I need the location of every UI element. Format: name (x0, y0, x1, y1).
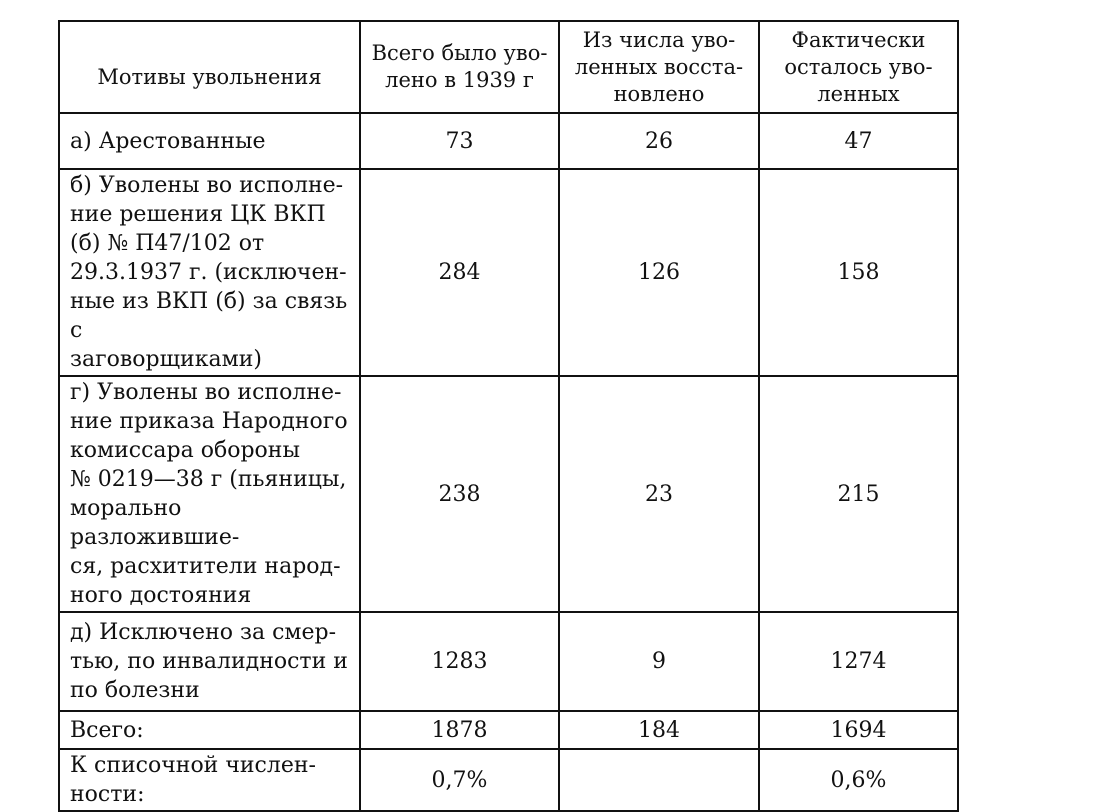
table-row-ratio (59, 749, 958, 811)
table-row (59, 113, 958, 169)
header-remaining: Фактически осталось уво- ленных (759, 21, 958, 113)
total-cell: 1878 (360, 711, 559, 749)
row-label-cell: Всего: (59, 711, 360, 749)
restored-cell: 9 (559, 612, 759, 711)
header-restored: Из числа уво- ленных восста- новлено (559, 21, 759, 113)
row-label-cell: д) Исключено за смер- тью, по инвалидности и по болезни (59, 612, 360, 711)
restored-cell: 26 (559, 113, 759, 169)
table-row-total (59, 711, 958, 749)
total-cell: 1283 (360, 612, 559, 711)
restored-cell: 23 (559, 376, 759, 612)
table-row (59, 376, 958, 612)
total-cell: 238 (360, 376, 559, 612)
remaining-cell: 215 (759, 376, 958, 612)
header-total-dismissed: Всего было уво- лено в 1939 г (360, 21, 559, 113)
remaining-cell: 47 (759, 113, 958, 169)
header-motives: Мотивы увольнения (59, 21, 360, 113)
restored-cell: 126 (559, 169, 759, 376)
row-label-cell: К списочной числен- ности: (59, 749, 360, 811)
table-header-row (59, 21, 958, 113)
row-label-cell: г) Уволены во исполне- ние приказа Народного комиссара обороны № 0219—38 г (пьяницы, морально разложившие- ся, расхитители народ- ного достояния (59, 376, 360, 612)
table-row (59, 612, 958, 711)
dismissal-statistics-table (58, 20, 959, 812)
table-row (59, 169, 958, 376)
total-cell: 0,7% (360, 749, 559, 811)
total-cell: 73 (360, 113, 559, 169)
restored-cell: 184 (559, 711, 759, 749)
restored-cell (559, 749, 759, 811)
remaining-cell: 1274 (759, 612, 958, 711)
row-label-cell: б) Уволены во исполне- ние решения ЦК ВКП (б) № П47/102 от 29.3.1937 г. (исключен- ные из ВКП (б) за связь с заговорщиками) (59, 169, 360, 376)
row-label-cell: а) Арестованные (59, 113, 360, 169)
remaining-cell: 0,6% (759, 749, 958, 811)
remaining-cell: 158 (759, 169, 958, 376)
remaining-cell: 1694 (759, 711, 958, 749)
total-cell: 284 (360, 169, 559, 376)
